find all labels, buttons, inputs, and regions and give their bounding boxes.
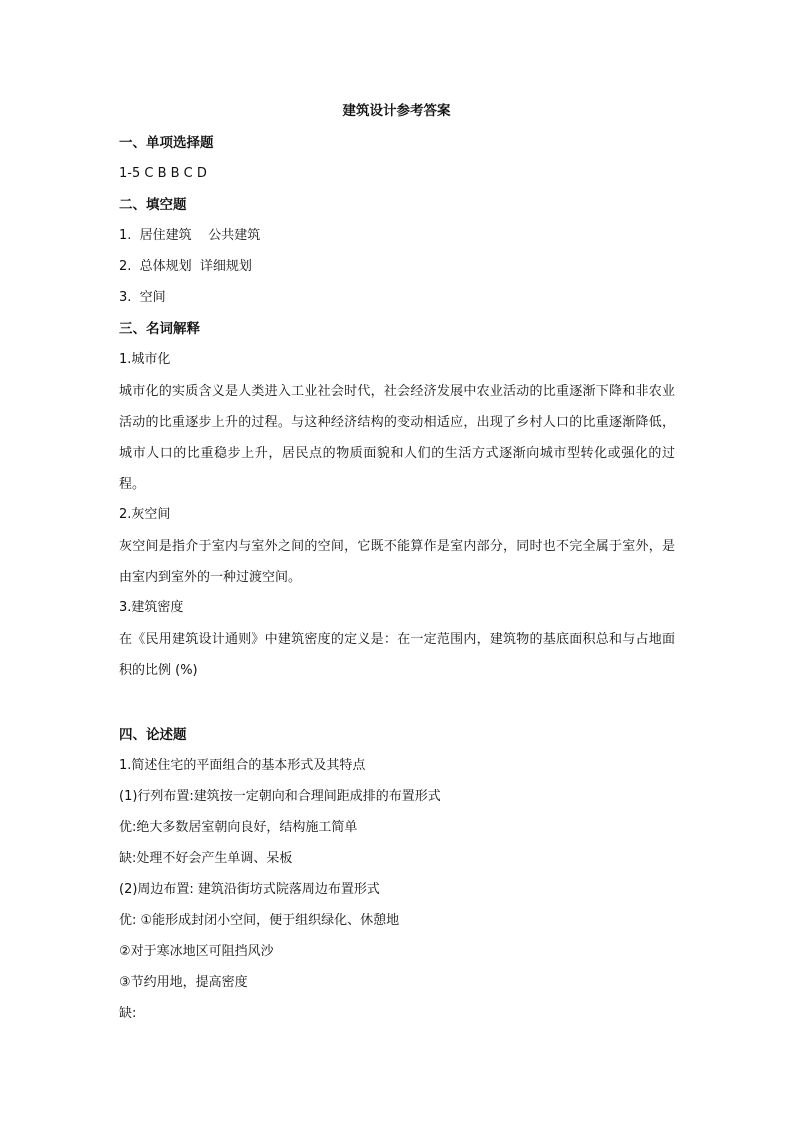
essay-line: 缺:处理不好会产生单调、呆板: [119, 851, 293, 866]
term-body-building-density: 在《民用建筑设计通则》中建筑密度的定义是：在一定范围内，建筑物的基底面积总和与占地面积的比例 (%): [119, 632, 675, 678]
term-title-building-density: 3.建筑密度: [119, 600, 184, 615]
term-title-gray-space: 2.灰空间: [119, 507, 171, 522]
essay-line: ③节约用地，提高密度: [119, 975, 248, 990]
document-title: 建筑设计参考答案: [342, 103, 451, 119]
multiple-choice-answers: 1-5 C B B C D: [119, 166, 207, 181]
section-heading-essay: 四、论述题: [119, 727, 187, 743]
term-title-urbanization: 1.城市化: [119, 352, 171, 367]
essay-question: 1.简述住宅的平面组合的基本形式及其特点: [119, 758, 366, 773]
essay-line: (2)周边布置: 建筑沿街坊式院落周边布置形式: [119, 882, 380, 897]
essay-line: ②对于寒冰地区可阻挡风沙: [119, 944, 274, 959]
essay-line: 优:绝大多数居室朝向良好，结构施工简单: [119, 820, 358, 835]
section-heading-terms: 三、名词解释: [119, 321, 200, 337]
essay-line: 缺:: [119, 1006, 137, 1021]
section-heading-fill-blank: 二、填空题: [119, 197, 187, 213]
section-heading-multiple-choice: 一、单项选择题: [119, 135, 214, 151]
fill-blank-answer-2: 2. 总体规划 详细规划: [119, 259, 252, 274]
fill-blank-answer-3: 3. 空间: [119, 290, 166, 305]
term-body-gray-space: 灰空间是指介于室内与室外之间的空间，它既不能算作是室内部分，同时也不完全属于室外，是由室内到室外的一种过渡空间。: [119, 539, 675, 585]
fill-blank-answer-1: 1. 居住建筑 公共建筑: [119, 228, 261, 243]
term-body-urbanization: 城市化的实质含义是人类进入工业社会时代，社会经济发展中农业活动的比重逐渐下降和非农业活动的比重逐步上升的过程。与这种经济结构的变动相适应，出现了乡村人口的比重逐渐降低，城市人口的比重稳步上升，居民点的物质面貌和人们的生活方式逐渐向城市型转化或强化的过程。: [119, 384, 675, 492]
essay-line: 优: ①能形成封闭小空间，便于组织绿化、休憩地: [119, 913, 400, 928]
essay-line: (1)行列布置:建筑按一定朝向和合理间距成排的布置形式: [119, 789, 441, 804]
